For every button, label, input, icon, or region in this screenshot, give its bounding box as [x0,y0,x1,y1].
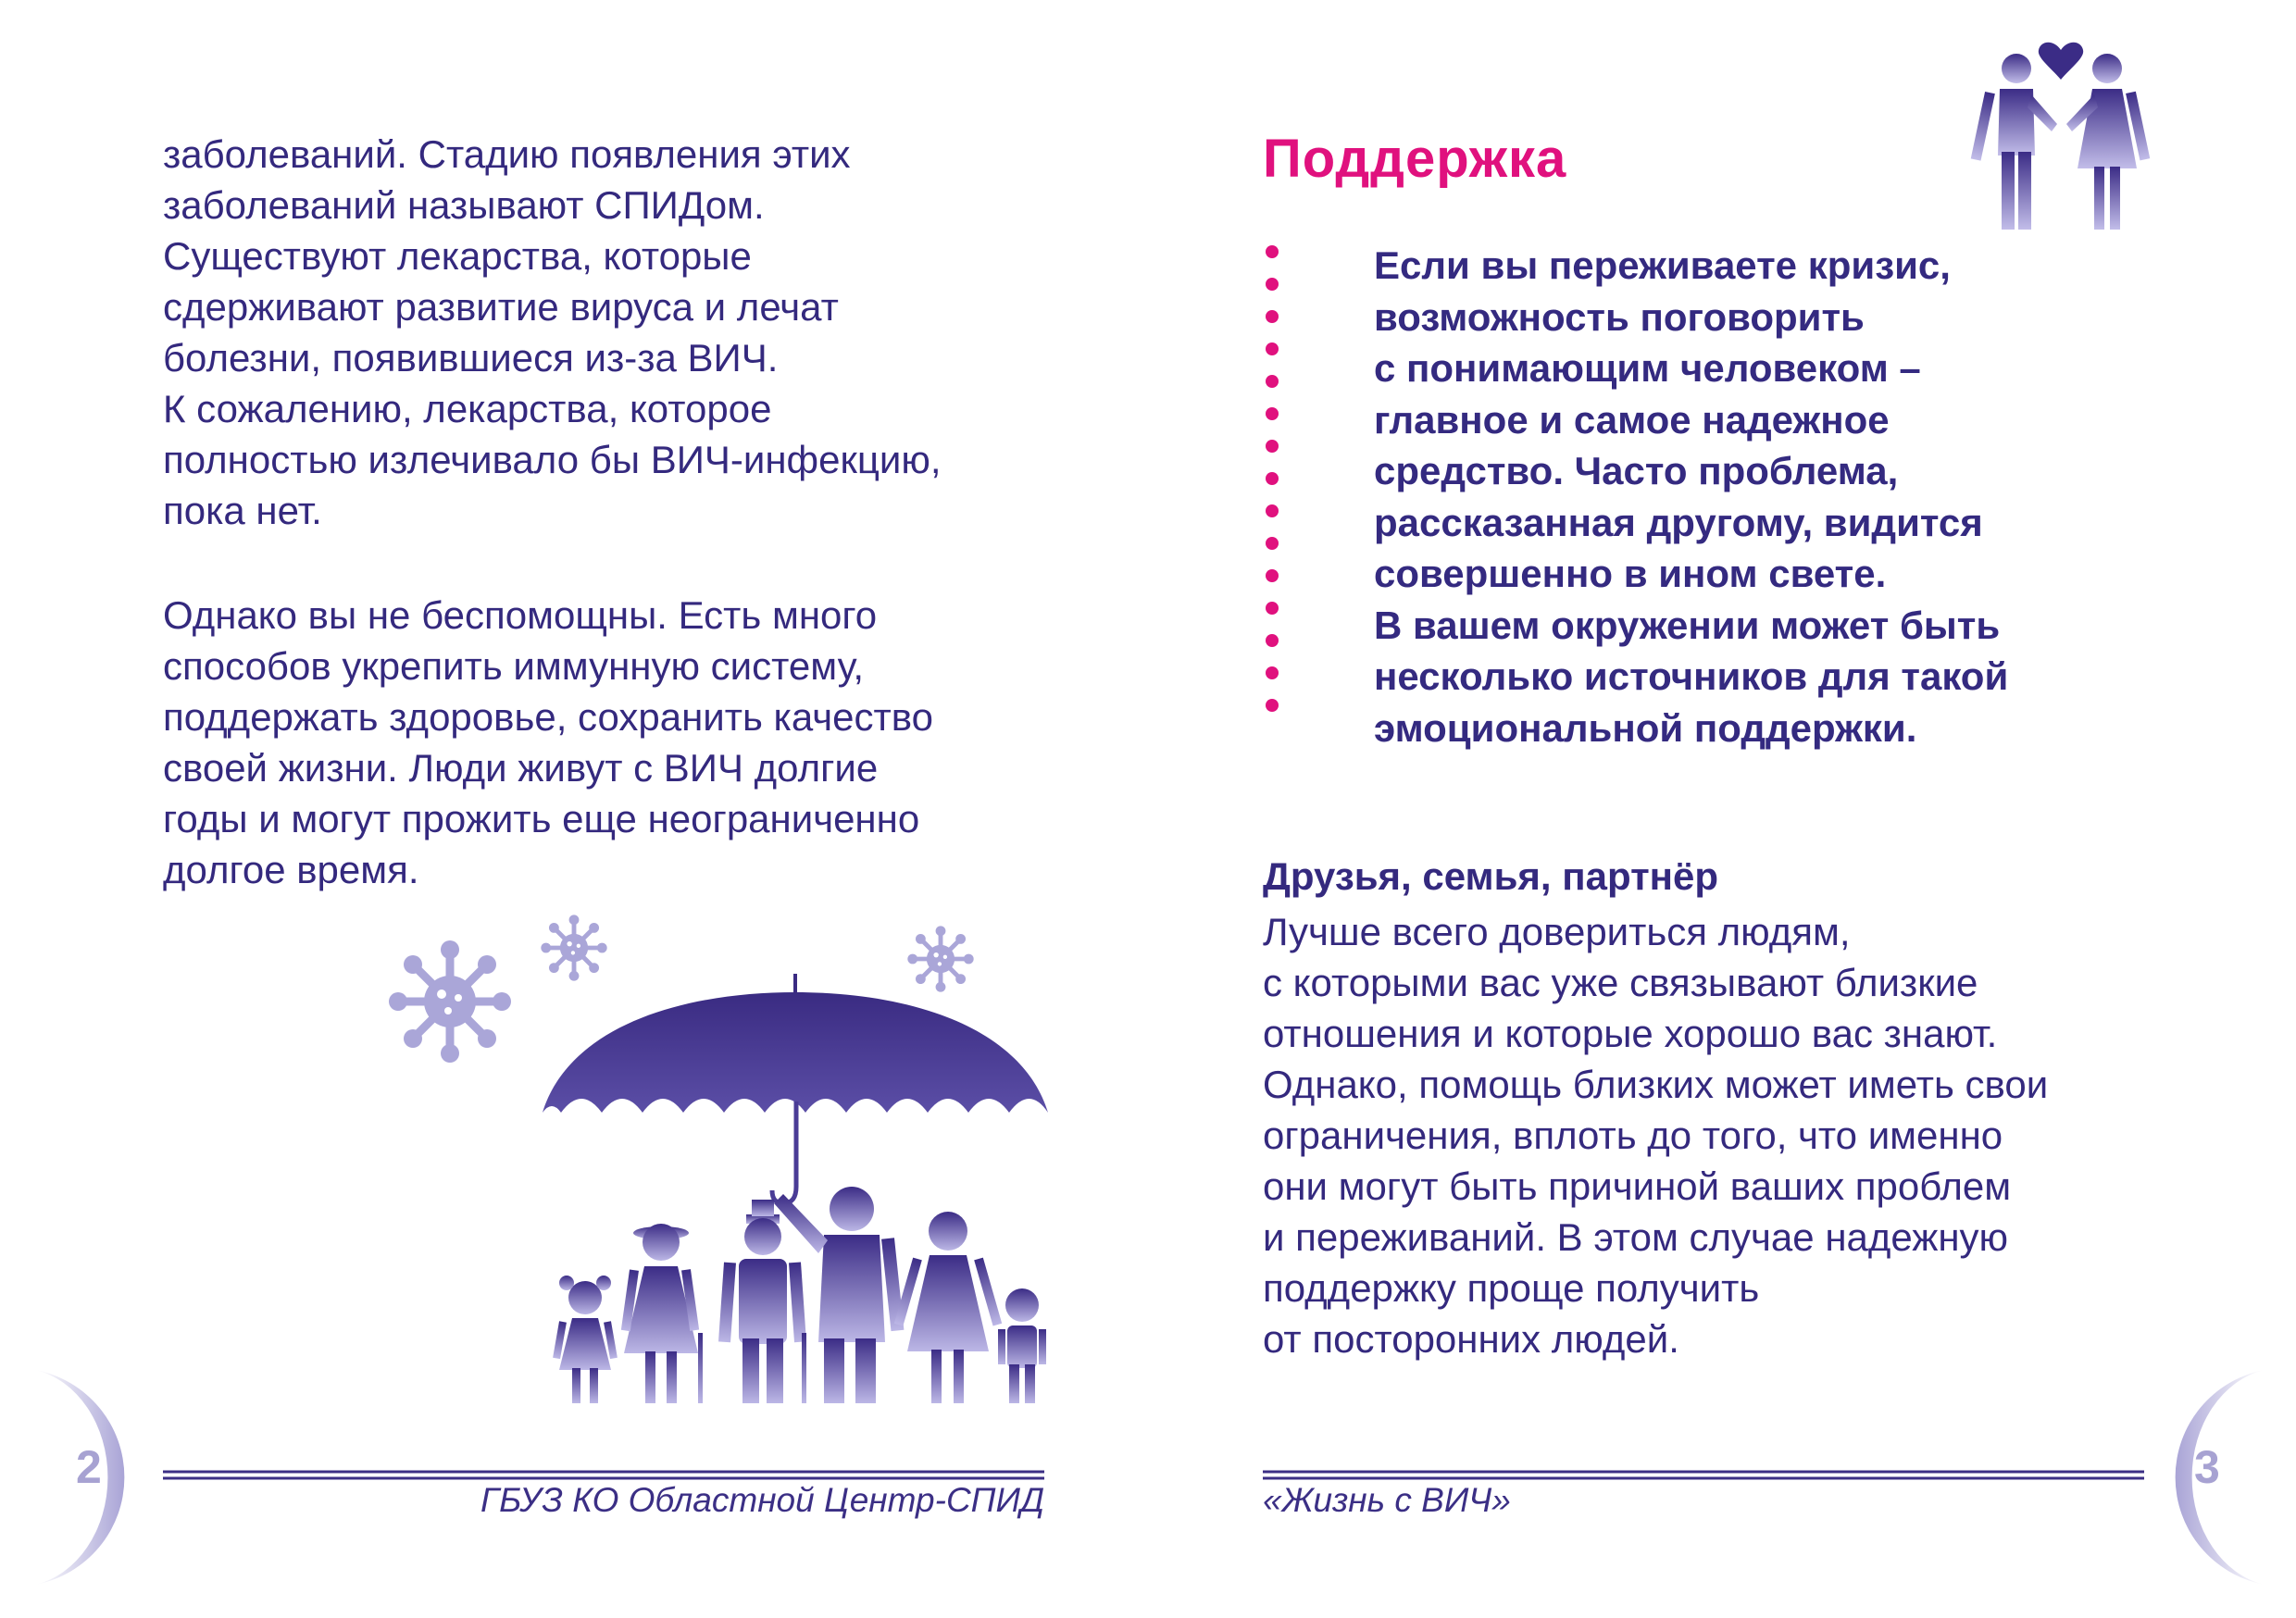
figure-girl [553,1276,618,1403]
figure-grandpa [718,1200,806,1403]
page-number-left: 2 [76,1441,102,1493]
figure-boy [998,1288,1046,1403]
page-title: Поддержка [1263,129,1567,189]
footer-org-name: ГБУЗ КО Областной Центр-СПИД [480,1481,1044,1519]
left-paragraph-2: Однако вы не беспомощны. Есть много способов укрепить иммунную систему, поддержать здоровье, сохранить качество своей жизни. Люди живут с ВИЧ долгие годы и могут прожить еще неограниченно долгое время. [163,593,933,891]
bullet-dots [1263,243,1281,742]
left-paragraph-1: заболеваний. Стадию появления этих заболеваний называют СПИДом. Существуют лекарства, которые сдерживают развитие вируса и лечат болезни, появившиеся из-за ВИЧ. К сожалению, лекарства, которое полностью излечивало бы ВИЧ-инфекцию, пока нет. [163,132,942,532]
couple-heart-icon [1968,39,2153,233]
footer-divider-right [1263,1470,2144,1481]
footer-divider-left [163,1470,1044,1481]
page-number-right: 3 [2194,1441,2220,1493]
section-heading: Друзья, семья, партнёр [1263,854,1719,898]
figure-grandma [621,1224,703,1403]
highlight-text: Если вы переживаете кризис, возможность поговорить с понимающим человеком – главное и самое надежное средство. Часто проблема, рассказанная другому, видится совершенно в ином свете. В вашем окружении может быть несколько источников для такой эмоциональной поддержки. [1374,243,2009,750]
figure-mother [894,1212,1002,1403]
umbrella-handle [772,1101,796,1203]
right-paragraph: Лучше всего довериться людям, с которыми вас уже связывают близкие отношения и которые хорошо вас знают. Однако, помощь близких может иметь свои ограничения, вплоть до того, что именно они могут быть причиной ваших проблем и переживаний. В этом случае надежную поддержку проще получить от посторонних людей. [1263,910,2049,1361]
footer-brochure-title: «Жизнь с ВИЧ» [1263,1481,1511,1519]
umbrella-family-illustration [541,972,1050,1407]
umbrella-canopy [543,992,1048,1113]
virus-icon [381,933,518,1070]
